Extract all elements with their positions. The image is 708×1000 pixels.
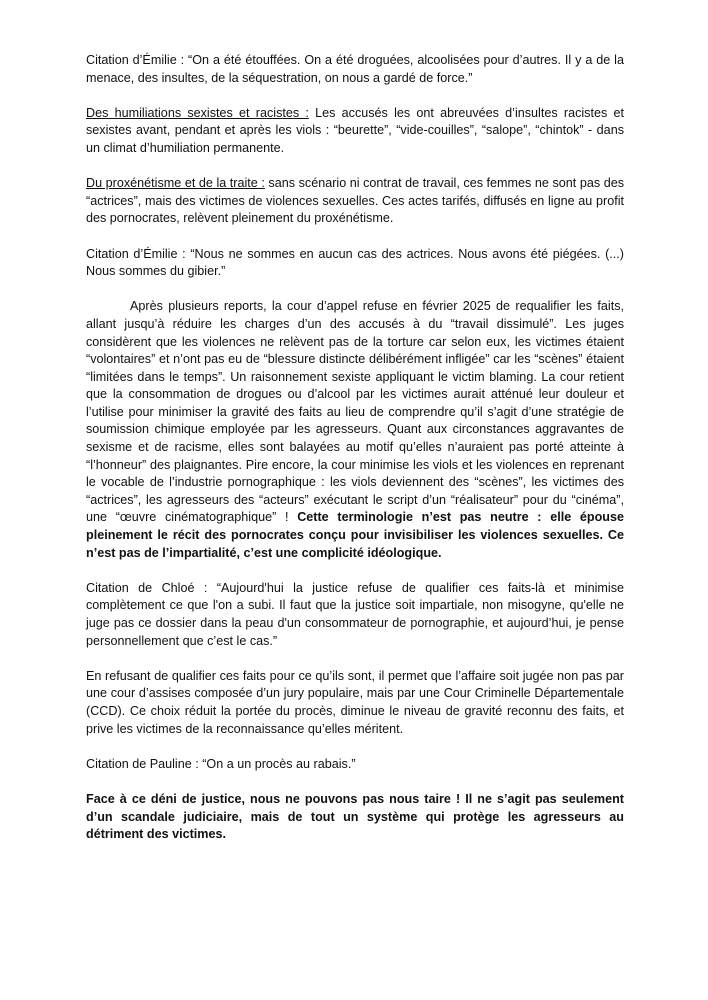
text-cour-appel: Après plusieurs reports, la cour d’appel refuse en février 2025 de requalifier les faits, allant jusqu’à réduire les charges d’un des accusés à du “travail dissimulé”. Les juges considèrent que les violences ne relèvent pas de la torture car selon eux, les victimes étaient “volontaires” et n’ont pas eu de “blessure distincte délibérément infligée” car les “scènes” étaient “limitées dans le temps”. Un raisonnement sexiste appliquant le victim blaming. La cour retient que la consommation de drogues ou d’alcool par les victimes aurait atténué leur douleur et l’utilise pour minimiser la gravité des faits au lieu de comprendre qu’il s’agit d’une stratégie de soumission chimique employée par les agresseurs. Quant aux circonstances aggravantes de sexisme et de racisme, elles sont balayées au motif qu’elles n’auraient pas porté atteinte à “l’honneur” des plaignantes. Pire encore, la cour minimise les viols et les violences en reprenant le vocable de l’industrie pornographique : les viols deviennent des “scènes”, les victimes des “actrices”, les agresseurs des “acteurs” exécutant le script d’un “réalisateur” pour du “cinéma”, une “œuvre cinématographique” ! [86,299,624,525]
quote-emilie-2: Citation d’Émilie : “Nous ne sommes en aucun cas des actrices. Nous avons été piégées. (...) Nous sommes du gibier.” [86,246,624,279]
document-page [86,52,624,861]
quote-emilie-1: Citation d’Émilie : “On a été étouffées. On a été droguées, alcoolisées pour d’autres. Il y a de la menace, des insultes, de la séquestration, on nous a gardé de force.” [86,53,624,85]
bold-terminologie: Cette terminologie n’est pas neutre : elle épouse pleinement le récit des pornocrates conçu pour invisibiliser les violences sexuelles. Ce n’est pas de l’impartialité, c’est une complicité idéologique. [86,510,624,560]
paragraph-humiliations [86,105,624,158]
paragraph-conclusion: Face à ce déni de justice, nous ne pouvons pas nous taire ! Il ne s’agit pas seulement d’un scandale judiciaire, mais de tout un système qui protège les agresseurs au détriment des victimes. [86,791,624,842]
heading-proxenetisme: Du proxénétisme et de la traite : [86,176,265,191]
paragraph-proxenetisme [86,175,624,228]
quote-pauline: Citation de Pauline : “On a un procès au rabais.” [86,756,356,771]
paragraph-ccd: En refusant de qualifier ces faits pour ce qu’ils sont, il permet que l’affaire soit jugée non pas par une cour d’assises composée d’un jury populaire, mais par une Cour Criminelle Départementale (CCD). Ce choix réduit la portée du procès, diminue le niveau de gravité reconnu des faits, et prive les victimes de la reconnaissance qu’elles méritent. [86,668,624,736]
text-humiliations: Les accusés les ont abreuvées d’insultes racistes et sexistes avant, pendant et après les viols : “beurette”, “vide-couilles”, “salope”, “chintok” - dans un climat d’humiliation permanente. [86,105,624,155]
quote-chloe: Citation de Chloé : “Aujourd'hui la justice refuse de qualifier ces faits-là et minimise complètement ce que l'on a subi. Il faut que la justice soit impartiale, non misogyne, qu'elle ne juge pas ce dossier dans la peau d'un consommateur de pornographie, et aujourd’hui, je pense personnellement que c’est le cas.” [86,580,624,648]
heading-humiliations: Des humiliations sexistes et racistes : [86,105,309,120]
text-proxenetisme: sans scénario ni contrat de travail, ces femmes ne sont pas des “actrices”, mais des victimes de violences sexuelles. Ces actes tarifés, diffusés en ligne au profit des pornocrates, relèvent pleinement du proxénétisme. [86,176,624,226]
paragraph-cour-appel [86,298,624,562]
